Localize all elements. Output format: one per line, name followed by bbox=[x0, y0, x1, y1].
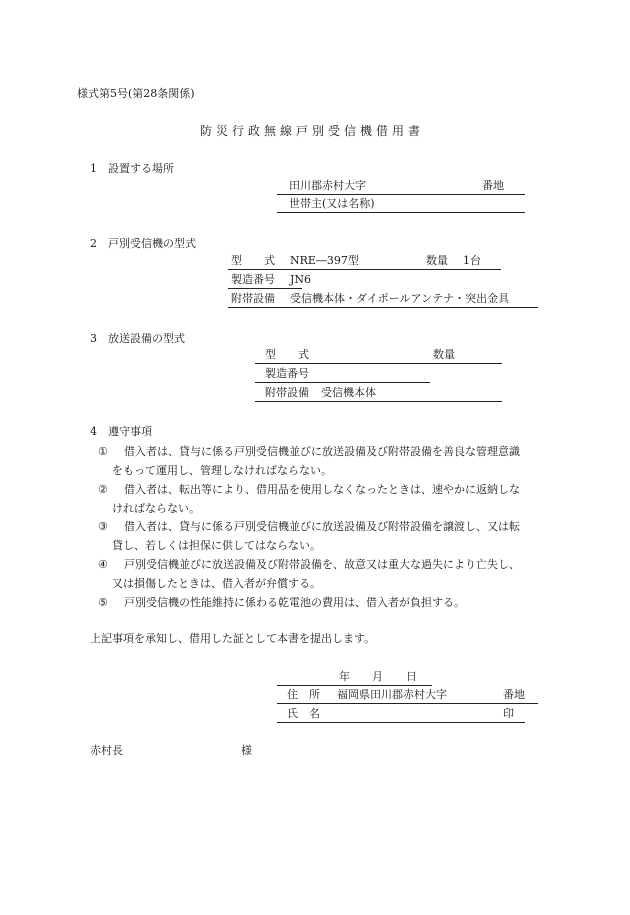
section4-heading: 4 遵守事項 bbox=[90, 425, 152, 438]
applicant-banchi-label: 番地 bbox=[503, 688, 525, 701]
date-month-label: 月 bbox=[372, 670, 383, 683]
rule-text: 戸別受信機の性能維持に係わる乾電池の費用は、借入者が負担する。 bbox=[124, 596, 465, 609]
rule-text-continued: 貸し、若しくは担保に供してはならない。 bbox=[112, 539, 321, 552]
applicant-name-label: 氏 名 bbox=[287, 707, 320, 720]
applicant-name-line[interactable] bbox=[277, 708, 525, 723]
receiver-quantity-value: 1台 bbox=[463, 254, 481, 267]
receiver-model-line[interactable] bbox=[228, 255, 501, 270]
applicant-address-label: 住 所 bbox=[287, 688, 320, 701]
rule-text-continued: をもって運用し、管理しなければならない。 bbox=[112, 464, 332, 477]
rule-number: ④ bbox=[98, 558, 108, 571]
rule-number: ⑤ bbox=[98, 596, 108, 609]
recipient-honorific: 様 bbox=[241, 744, 252, 757]
applicant-address-value: 福岡県田川郡赤村大字 bbox=[337, 688, 447, 701]
broadcast-quantity-label: 数量 bbox=[433, 348, 455, 361]
receiver-model-label: 型 式 bbox=[231, 254, 275, 267]
receiver-serial-label: 製造番号 bbox=[231, 273, 275, 286]
broadcast-model-line[interactable] bbox=[255, 349, 502, 364]
receiver-model-value: NRE―397型 bbox=[290, 254, 359, 267]
seal-label: 印 bbox=[503, 707, 514, 720]
rule-number: ③ bbox=[98, 520, 108, 533]
receiver-accessory-value: 受信機本体・ダイポールアンテナ・突出金具 bbox=[290, 292, 510, 305]
rule-number: ① bbox=[98, 445, 108, 458]
broadcast-accessory-value: 受信機本体 bbox=[321, 386, 376, 399]
rule-text: 戸別受信機並びに放送設備及び附帯設備を、故意又は重大な過失により亡失し、 bbox=[124, 558, 520, 571]
section3-heading: 3 放送設備の型式 bbox=[90, 332, 185, 345]
rule-text: 借入者は、転出等により、借用品を使用しなくなったときは、速やかに返納しな bbox=[124, 483, 520, 496]
date-year-label: 年 bbox=[339, 670, 350, 683]
recipient-title: 赤村長 bbox=[90, 744, 123, 757]
section1-heading: 1 設置する場所 bbox=[90, 162, 174, 175]
date-day-label: 日 bbox=[406, 670, 417, 683]
location-address-label: 田川郡赤村大字 bbox=[289, 179, 366, 192]
receiver-serial-value: JN6 bbox=[290, 273, 312, 286]
location-address-line[interactable] bbox=[277, 180, 525, 195]
broadcast-serial-line[interactable] bbox=[255, 368, 430, 383]
date-line[interactable] bbox=[277, 671, 432, 686]
receiver-accessory-label: 附帯設備 bbox=[231, 292, 275, 305]
rule-text-continued: ければならない。 bbox=[112, 502, 200, 515]
receiver-serial-line[interactable] bbox=[228, 273, 312, 289]
section2-heading: 2 戸別受信機の型式 bbox=[90, 237, 196, 250]
location-banchi-label: 番地 bbox=[482, 179, 504, 192]
householder-line[interactable] bbox=[277, 198, 525, 213]
document-title: 防災行政無線戸別受信機借用書 bbox=[200, 124, 425, 138]
householder-label: 世帯主(又は名称) bbox=[289, 197, 375, 210]
rule-text-continued: 又は損傷したときは、借入者が弁償する。 bbox=[112, 577, 321, 590]
broadcast-accessory-line[interactable] bbox=[255, 387, 502, 402]
receiver-accessory-line[interactable] bbox=[228, 293, 538, 308]
applicant-address-line[interactable] bbox=[277, 689, 538, 704]
rule-number: ② bbox=[98, 483, 108, 496]
form-number: 様式第5号(第28条関係) bbox=[77, 87, 195, 100]
rule-text: 借入者は、貸与に係る戸別受信機並びに放送設備及び附帯設備を譲渡し、又は転 bbox=[124, 520, 520, 533]
rule-text: 借入者は、貸与に係る戸別受信機並びに放送設備及び附帯設備を善良な管理意識 bbox=[124, 445, 520, 458]
declaration-text: 上記事項を承知し、借用した証として本書を提出します。 bbox=[90, 632, 376, 645]
broadcast-accessory-label: 附帯設備 bbox=[265, 386, 309, 399]
receiver-quantity-label: 数量 bbox=[426, 254, 448, 267]
broadcast-serial-label: 製造番号 bbox=[265, 367, 309, 380]
broadcast-model-label: 型 式 bbox=[265, 348, 309, 361]
